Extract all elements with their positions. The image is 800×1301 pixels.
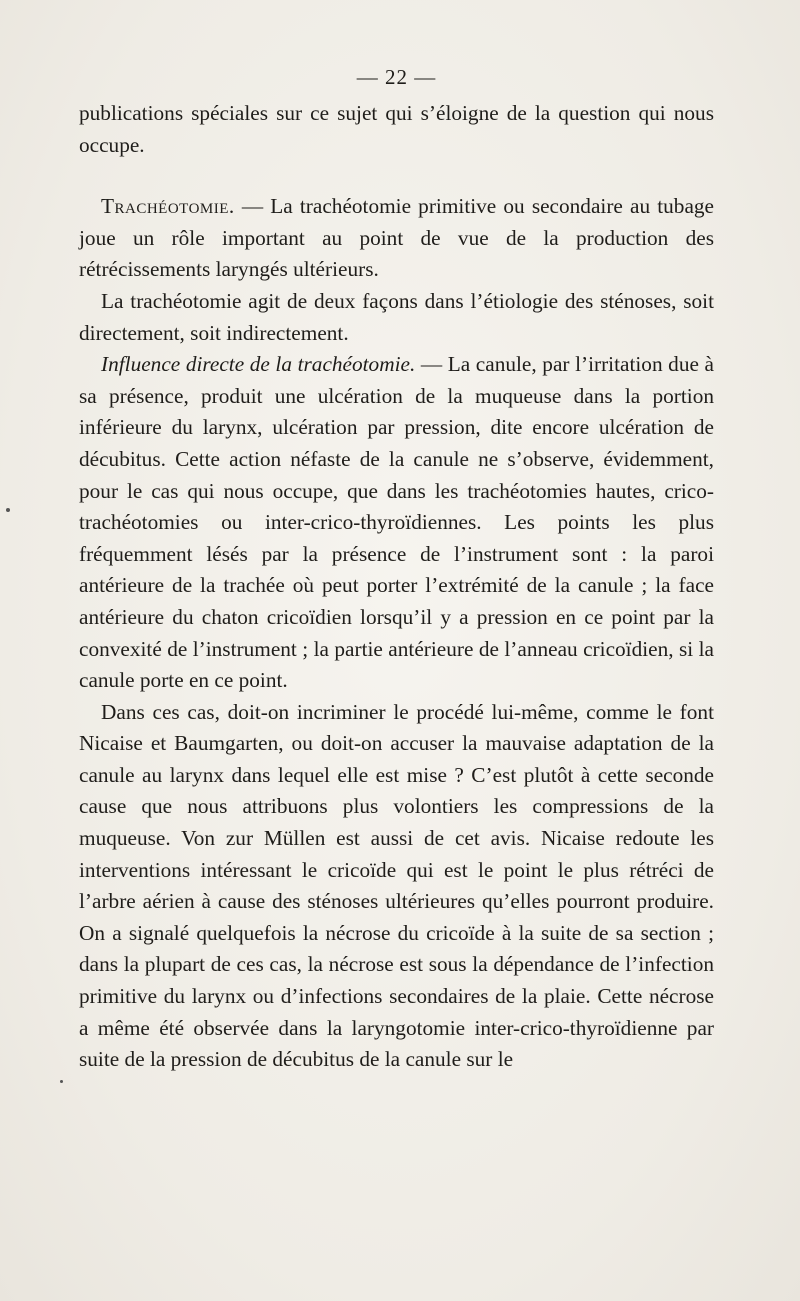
- section-gap: [79, 161, 714, 191]
- subheading-influence-directe: Influence directe de la trachéotomie.: [101, 352, 416, 377]
- paragraph-incrimination: Dans ces cas, doit-on incriminer le procédé lui-même, comme le font Nicaise et Baumgarten, ou doit-on accuser la mauvaise adaptation de la canule au larynx dans lequel elle est mise ? C’est plutôt à cette seconde cause que nous attribuons plus volontiers les compressions de la muqueuse. Von zur Müllen est aussi de cet avis. Nicaise redoute les interventions intéressant le cricoïde qui est le point le plus rétréci de l’arbre aérien à cause des sténoses ultérieures qu’elles pourront produire. On a signalé quelquefois la nécrose du cricoïde à la suite de sa section ; dans la plupart de ces cas, la nécrose est sous la dépendance de l’infection primitive du larynx ou d’infections secondaires de la plaie. Cette nécrose a même été observée dans la laryngotomie inter-crico-thyroïdienne par suite de la pression de décubitus de la canule sur le: [79, 699, 714, 1072]
- margin-speck: [6, 508, 10, 512]
- paragraph-tracheotomie-text: — La trachéotomie primitive ou secondaire au tubage joue un rôle important au point de vue de la production des rétrécissements laryngés ultérieurs.: [79, 194, 714, 282]
- paragraph-etiologie: La trachéotomie agit de deux façons dans l’étiologie des sténoses, soit directement, soit indirectement.: [79, 288, 714, 345]
- body-text: [79, 98, 714, 1076]
- paragraph-influence-directe-text: — La canule, par l’irritation due à sa présence, produit une ulcération de la muqueuse dans la portion inférieure du larynx, ulcération par pression, dite encore ulcération de décubitus. Cette action néfaste de la canule ne s’observe, évidemment, pour le cas qui nous occupe, que dans les trachéotomies hautes, crico-trachéotomies ou inter-crico-thyroïdiennes. Les points les plus fréquemment lésés par la présence de l’instrument sont : la paroi antérieure de la trachée où peut porter l’extrémité de la canule ; la face antérieure du chaton cricoïdien lorsqu’il y a pression en ce point par la convexité de l’instrument ; la partie antérieure de l’anneau cricoïdien, si la canule porte en ce point.: [79, 352, 714, 693]
- section-heading-tracheotomie: Trachéotomie.: [101, 194, 235, 219]
- page-number: — 22 —: [356, 65, 437, 89]
- paragraph-continuation: publications spéciales sur ce sujet qui s’éloigne de la question qui nous occupe.: [79, 101, 714, 157]
- paragraph-tracheotomie: [79, 191, 714, 286]
- margin-speck: [60, 1080, 63, 1083]
- paragraph-influence-directe: [79, 349, 714, 697]
